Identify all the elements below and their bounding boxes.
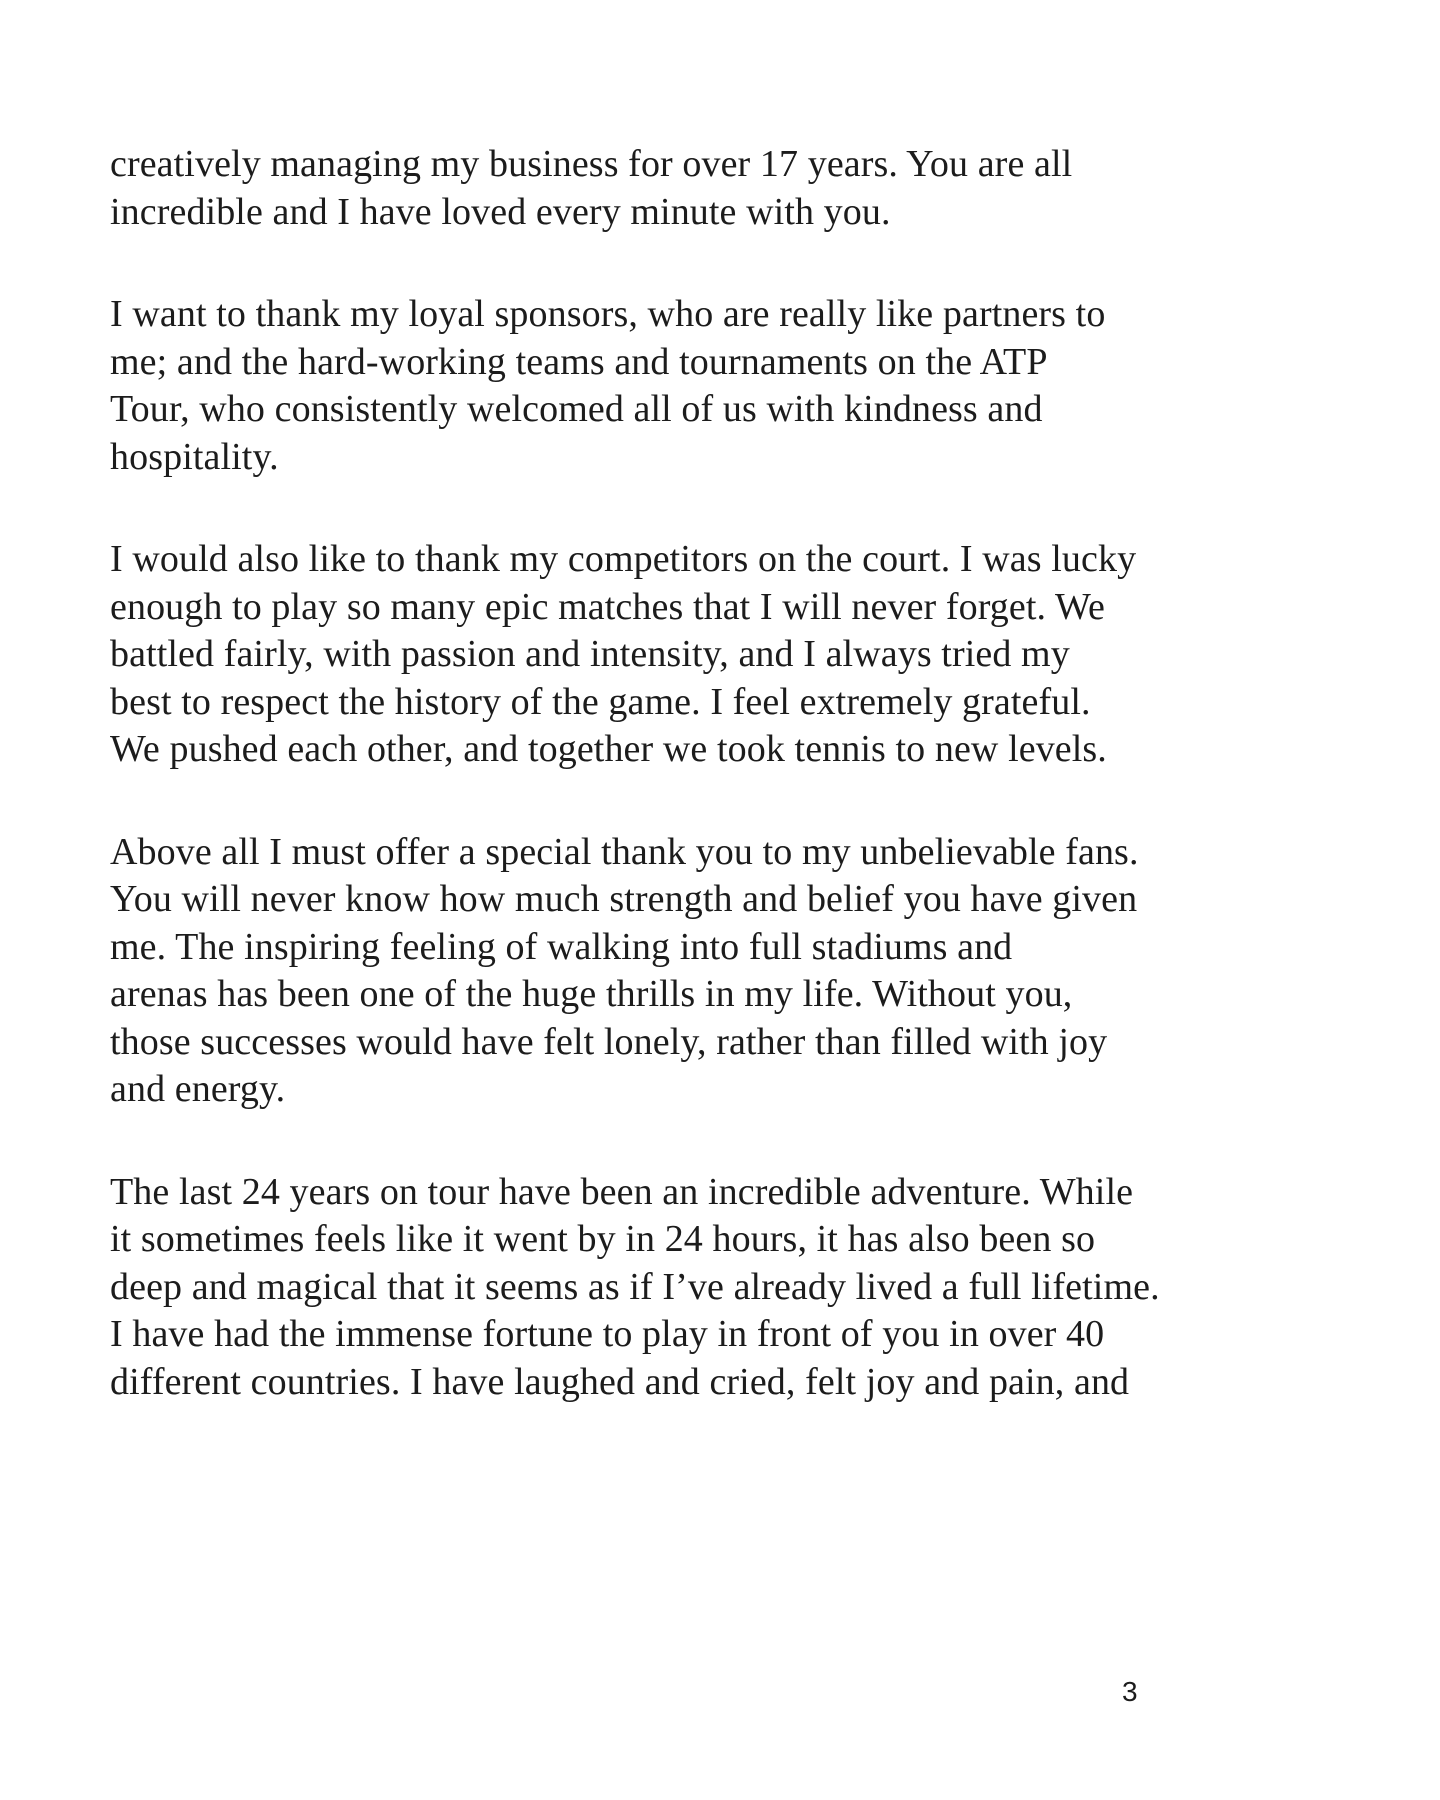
text-line: creatively managing my business for over 17 years. You are all [110, 143, 1073, 185]
text-line: me; and the hard-working teams and tournaments on the ATP [110, 340, 1048, 383]
text-line: I would also like to thank my competitors on the court. I was lucky [110, 538, 1137, 580]
text-line: hospitality. [110, 435, 279, 478]
text-line: deep and magical that it seems as if I’ve already lived a full lifetime. [110, 1265, 1160, 1308]
text-line: battled fairly, with passion and intensity, and I always tried my [110, 633, 1070, 675]
text-line: I have had the immense fortune to play in front of you in over 40 [110, 1313, 1105, 1355]
text-line: enough to play so many epic matches that I will never forget. We [110, 585, 1105, 628]
text-line: and energy. [110, 1068, 286, 1110]
text-line: Tour, who consistently welcomed all of us with kindness and [110, 388, 1043, 430]
text-line: best to respect the history of the game. I feel extremely grateful. [110, 680, 1091, 723]
text-line: incredible and I have loved every minute with you. [110, 190, 891, 233]
text-line: those successes would have felt lonely, rather than filled with joy [110, 1020, 1108, 1063]
paragraph [110, 536, 1190, 774]
text-line: different countries. I have laughed and cried, felt joy and pain, and [110, 1360, 1130, 1403]
text-line: You will never know how much strength and belief you have given [110, 878, 1138, 920]
text-line: The last 24 years on tour have been an incredible adventure. While [110, 1170, 1134, 1213]
text-line: me. The inspiring feeling of walking into full stadiums and [110, 925, 1013, 968]
paragraph [110, 141, 1190, 236]
text-line: We pushed each other, and together we took tennis to new levels. [110, 728, 1107, 770]
paragraph [110, 1169, 1190, 1407]
text-line: it sometimes feels like it went by in 24 hours, it has also been so [110, 1218, 1096, 1260]
page-number: 3 [1122, 1676, 1138, 1707]
letter-body [110, 141, 1190, 1461]
paragraph [110, 291, 1190, 481]
text-line: arenas has been one of the huge thrills in my life. Without you, [110, 973, 1073, 1015]
text-line: Above all I must offer a special thank you to my unbelievable fans. [110, 830, 1139, 873]
paragraph [110, 829, 1190, 1114]
text-line: I want to thank my loyal sponsors, who are really like partners to [110, 293, 1106, 335]
